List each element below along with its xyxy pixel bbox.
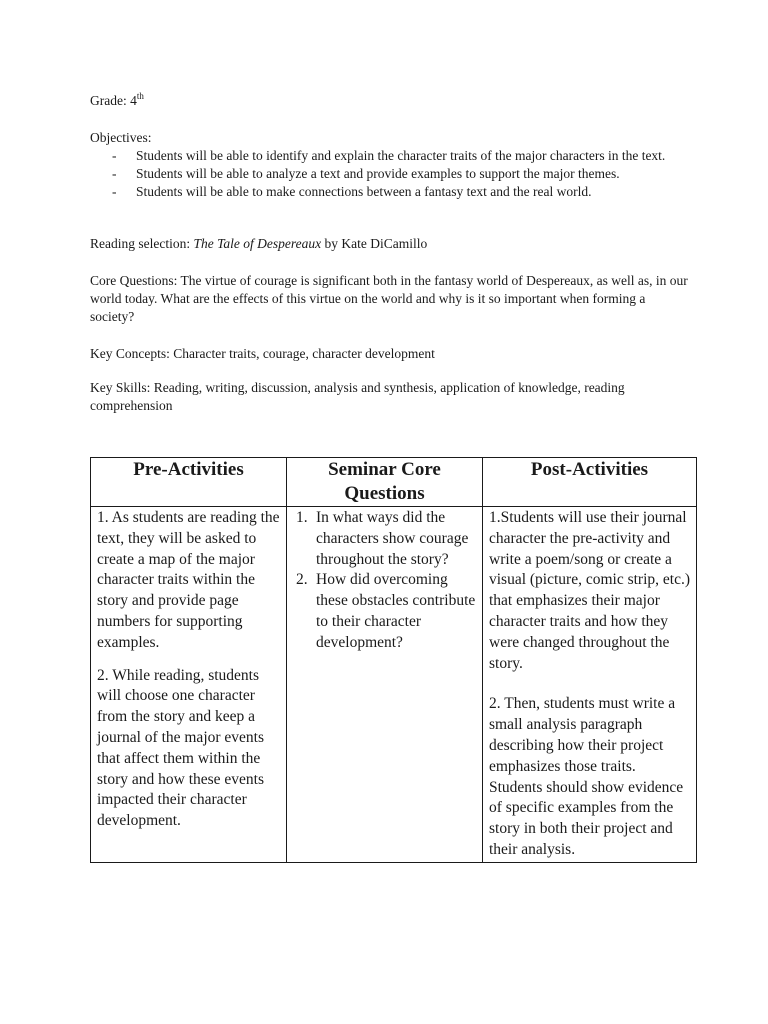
header-pre-activities: Pre-Activities	[91, 458, 287, 507]
objective-text: Students will be able to analyze a text and provide examples to support the major themes.	[136, 166, 620, 181]
grade-label: Grade: 4	[90, 93, 137, 108]
objective-text: Students will be able to identify and explain the character traits of the major characters in the text.	[136, 148, 666, 163]
seminar-questions-cell	[287, 507, 483, 863]
grade-superscript: th	[136, 91, 144, 101]
activities-table	[90, 457, 697, 863]
reading-selection	[90, 235, 427, 253]
core-questions-paragraph: Core Questions: The virtue of courage is significant both in the fantasy world of Despereaux, as well as, in our world today. What are the effects of this virtue on the world and why is it so important when forming a society?	[90, 273, 688, 324]
key-concepts-line: Key Concepts: Character traits, courage, character development	[90, 346, 435, 361]
table-row	[91, 507, 697, 863]
book-title: The Tale of Despereaux	[193, 236, 322, 251]
key-skills-paragraph: Key Skills: Reading, writing, discussion, analysis and synthesis, application of knowledge, reading comprehension	[90, 380, 625, 413]
objective-bullet: -	[112, 166, 117, 181]
post-activities-cell	[483, 507, 697, 863]
objective-item	[90, 147, 690, 165]
header-seminar-core-questions: Seminar Core Questions	[287, 458, 483, 507]
table-header-row	[91, 458, 697, 507]
pre-activity-2: 2. While reading, students will choose one character from the story and keep a journal of the major events that affect them within the story and how these events impacted their character development.	[97, 666, 265, 830]
post-activity-1: 1.Students will use their journal character the pre-activity and write a poem/song or create a visual (picture, comic strip, etc.) that emphasizes their major character traits and how they were changed throughout the story.	[489, 509, 691, 672]
pre-activities-cell	[91, 507, 287, 863]
objective-text: Students will be able to make connections between a fantasy text and the real world.	[136, 184, 592, 199]
seminar-question-item	[293, 570, 476, 653]
reading-label: Reading selection:	[90, 236, 194, 251]
seminar-question-number: 1.	[296, 509, 308, 526]
seminar-question-list	[293, 508, 476, 654]
objective-item	[90, 165, 690, 183]
objective-bullet: -	[112, 184, 117, 199]
header-post-activities: Post-Activities	[483, 458, 697, 507]
grade-line	[90, 92, 144, 110]
seminar-question-item	[293, 508, 476, 570]
seminar-question-number: 2.	[296, 571, 308, 589]
post-activity-2: 2. Then, students must write a small analysis paragraph describing how their project emphasizes those traits. Students should show evidence of specific examples from the story in both their project and their analysis.	[489, 695, 684, 858]
pre-activity-1: 1. As students are reading the text, they will be asked to create a map of the major character traits within the story and provide page numbers for supporting examples.	[97, 509, 280, 651]
objectives-list	[90, 147, 690, 201]
objectives-heading: Objectives:	[90, 130, 152, 145]
seminar-question-text: In what ways did the characters show courage throughout the story?	[316, 509, 469, 568]
objective-bullet: -	[112, 148, 117, 163]
book-author: by Kate DiCamillo	[321, 236, 428, 251]
seminar-question-text: How did overcoming these obstacles contribute to their character development?	[316, 571, 476, 651]
objective-item	[90, 183, 690, 201]
